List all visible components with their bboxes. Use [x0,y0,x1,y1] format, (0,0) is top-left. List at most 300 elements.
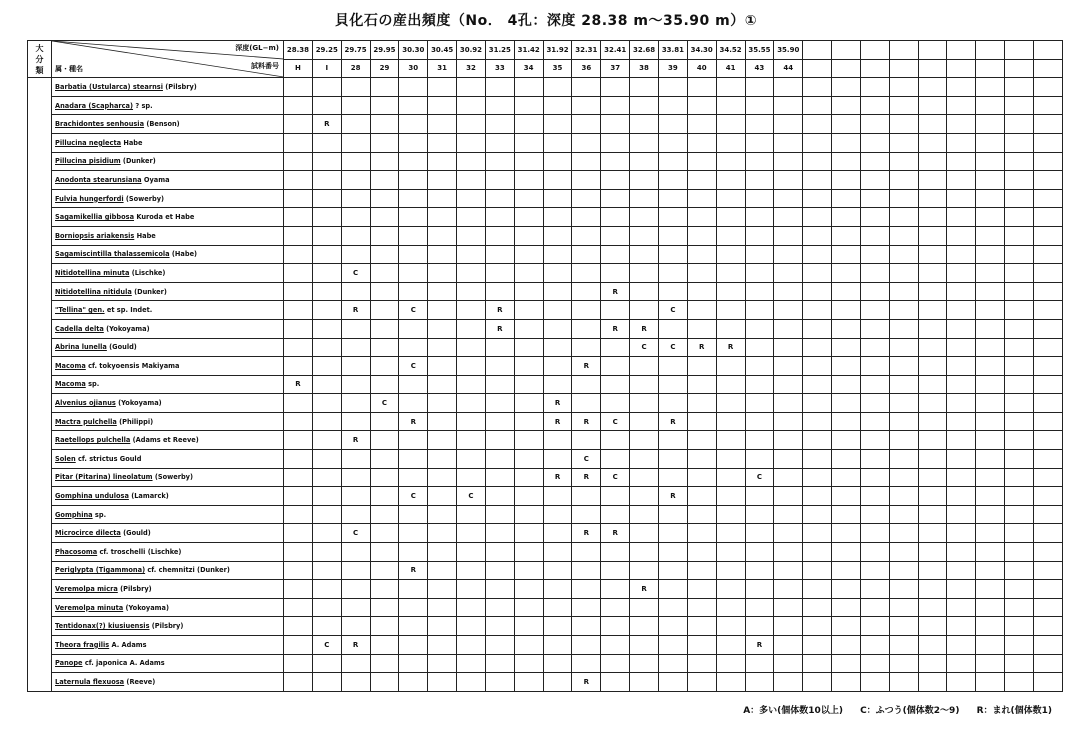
frequency-cell [572,96,601,115]
species-row [28,450,1063,469]
frequency-cell [889,505,918,524]
frequency-cell [1005,171,1034,190]
frequency-cell: R [658,487,687,506]
sample-number-cell: 30 [399,59,428,78]
species-name-cell [52,208,284,227]
frequency-cell [457,580,486,599]
frequency-cell [803,301,832,320]
frequency-cell [687,189,716,208]
frequency-cell: R [745,636,774,655]
frequency-cell [976,468,1005,487]
frequency-cell: R [601,524,630,543]
frequency-cell [341,226,370,245]
frequency-cell [341,357,370,376]
frequency-cell [889,115,918,134]
frequency-cell [284,487,313,506]
frequency-cell [399,152,428,171]
frequency-cell [428,375,457,394]
frequency-cell [601,78,630,97]
frequency-cell [976,208,1005,227]
frequency-cell: R [341,301,370,320]
frequency-cell [947,245,976,264]
species-row [28,152,1063,171]
frequency-cell [428,598,457,617]
species-name-cell [52,171,284,190]
frequency-cell [630,226,659,245]
species-name-cell [52,115,284,134]
frequency-cell [774,431,803,450]
frequency-cell [543,171,572,190]
frequency-cell [947,673,976,692]
species-name-cell [52,580,284,599]
frequency-cell [803,152,832,171]
frequency-cell [745,673,774,692]
frequency-cell [803,245,832,264]
frequency-cell [716,301,745,320]
frequency-cell [1033,78,1062,97]
frequency-cell [572,115,601,134]
depth-cell: 30.45 [428,41,457,60]
frequency-cell [514,598,543,617]
species-row [28,487,1063,506]
frequency-cell [601,96,630,115]
frequency-cell [976,133,1005,152]
frequency-cell [341,171,370,190]
frequency-cell [370,450,399,469]
frequency-cell [543,505,572,524]
frequency-cell [889,598,918,617]
species-author: A. Adams [109,640,147,649]
frequency-cell [370,264,399,283]
frequency-cell [514,301,543,320]
species-name-cell [52,412,284,431]
frequency-cell [889,487,918,506]
frequency-cell [889,338,918,357]
frequency-cell [687,357,716,376]
frequency-cell [918,598,947,617]
species-row [28,96,1063,115]
frequency-cell [428,208,457,227]
depth-cell: 32.68 [630,41,659,60]
frequency-cell [312,189,341,208]
frequency-cell [485,226,514,245]
frequency-cell [514,580,543,599]
frequency-cell [630,133,659,152]
frequency-cell [284,264,313,283]
sample-number-cell [803,59,832,78]
fossil-occurrence-table [27,40,1063,692]
frequency-cell [1005,431,1034,450]
species-genus: Borniopsis ariakensis [55,231,135,240]
frequency-cell [774,468,803,487]
frequency-cell [803,598,832,617]
frequency-cell [572,301,601,320]
species-author: Oyama [141,175,170,184]
frequency-cell [889,673,918,692]
frequency-cell [543,654,572,673]
frequency-cell [370,301,399,320]
frequency-cell [976,412,1005,431]
frequency-cell [370,282,399,301]
frequency-cell [918,636,947,655]
frequency-cell [803,171,832,190]
frequency-cell [918,189,947,208]
frequency-cell [1033,561,1062,580]
frequency-cell [514,338,543,357]
frequency-cell [284,636,313,655]
frequency-cell [716,245,745,264]
species-author: (Lamarck) [128,492,169,501]
frequency-cell [572,394,601,413]
frequency-cell [745,375,774,394]
species-genus: Veremolpa minuta [55,603,124,612]
frequency-cell [889,543,918,562]
frequency-cell [658,580,687,599]
frequency-cell [485,673,514,692]
frequency-cell [630,245,659,264]
frequency-cell [976,226,1005,245]
frequency-cell [658,468,687,487]
frequency-cell [918,133,947,152]
frequency-cell [543,189,572,208]
frequency-cell [889,226,918,245]
frequency-cell [716,598,745,617]
frequency-cell [485,598,514,617]
frequency-cell: R [572,524,601,543]
frequency-cell [457,617,486,636]
species-row [28,338,1063,357]
frequency-cell [312,561,341,580]
frequency-cell [485,412,514,431]
frequency-cell [543,636,572,655]
frequency-cell [803,412,832,431]
frequency-cell [774,189,803,208]
frequency-cell [312,394,341,413]
frequency-cell [976,115,1005,134]
frequency-cell [687,673,716,692]
frequency-cell [284,394,313,413]
frequency-cell [485,171,514,190]
frequency-cell [860,580,889,599]
frequency-cell [572,152,601,171]
frequency-cell [428,78,457,97]
species-genus: Pillucina neglecta [55,138,122,147]
frequency-cell [514,208,543,227]
frequency-cell [1005,208,1034,227]
frequency-cell [860,301,889,320]
sample-number-cell: 43 [745,59,774,78]
legend [729,703,1052,716]
frequency-cell [774,152,803,171]
frequency-cell [889,654,918,673]
sample-number-cell: 28 [341,59,370,78]
frequency-cell [687,561,716,580]
frequency-cell [976,189,1005,208]
frequency-cell [370,78,399,97]
frequency-cell [658,561,687,580]
species-row [28,319,1063,338]
frequency-cell [630,282,659,301]
frequency-cell: R [485,319,514,338]
frequency-cell [399,431,428,450]
frequency-cell [745,412,774,431]
frequency-cell [630,152,659,171]
frequency-cell: C [745,468,774,487]
frequency-cell [947,282,976,301]
sample-label: 試料番号 [251,62,279,70]
frequency-cell [1005,505,1034,524]
frequency-cell [947,133,976,152]
frequency-cell [399,338,428,357]
frequency-cell [947,394,976,413]
frequency-cell [1033,636,1062,655]
frequency-cell [745,96,774,115]
frequency-cell [832,208,861,227]
frequency-cell [918,505,947,524]
frequency-cell [1005,357,1034,376]
frequency-cell [312,617,341,636]
frequency-cell [457,412,486,431]
frequency-cell [428,412,457,431]
frequency-cell [918,96,947,115]
sample-number-cell [832,59,861,78]
frequency-cell [716,264,745,283]
genus-label: 属・種名 [55,65,83,74]
frequency-cell [514,412,543,431]
frequency-cell [889,431,918,450]
frequency-cell [860,673,889,692]
species-row [28,357,1063,376]
frequency-cell [745,189,774,208]
frequency-cell [918,226,947,245]
frequency-cell [370,524,399,543]
frequency-cell [428,264,457,283]
frequency-cell [630,375,659,394]
frequency-cell [370,96,399,115]
frequency-cell [918,264,947,283]
frequency-cell [457,431,486,450]
frequency-cell [976,450,1005,469]
species-genus: Theora fragilis [55,640,110,649]
frequency-cell [716,524,745,543]
frequency-cell [601,115,630,134]
frequency-cell [774,561,803,580]
frequency-cell [399,636,428,655]
species-name-cell [52,598,284,617]
frequency-cell [889,412,918,431]
frequency-cell: C [658,301,687,320]
frequency-cell [312,654,341,673]
frequency-cell [658,282,687,301]
species-name-cell [52,264,284,283]
frequency-cell [543,115,572,134]
frequency-cell [1033,412,1062,431]
frequency-cell [284,319,313,338]
frequency-cell [745,226,774,245]
frequency-cell [976,338,1005,357]
frequency-cell [947,412,976,431]
frequency-cell [1005,617,1034,636]
frequency-cell [630,636,659,655]
sample-number-cell: I [312,59,341,78]
frequency-cell [485,282,514,301]
frequency-cell [601,543,630,562]
frequency-cell [630,394,659,413]
frequency-cell [860,171,889,190]
frequency-cell [716,543,745,562]
frequency-cell [889,617,918,636]
frequency-cell [860,394,889,413]
frequency-cell [341,580,370,599]
frequency-cell [284,598,313,617]
species-author: (Philippi) [116,417,154,426]
frequency-cell [716,189,745,208]
frequency-cell [687,301,716,320]
frequency-cell [803,524,832,543]
frequency-cell [716,208,745,227]
depth-cell: 29.75 [341,41,370,60]
frequency-cell [514,375,543,394]
depth-cell: 31.25 [485,41,514,60]
frequency-cell [630,487,659,506]
sample-number-cell: 44 [774,59,803,78]
frequency-cell [341,133,370,152]
frequency-cell [630,115,659,134]
frequency-cell [284,412,313,431]
frequency-cell [889,524,918,543]
frequency-cell [1005,189,1034,208]
frequency-cell [399,598,428,617]
frequency-cell [687,115,716,134]
frequency-cell [860,115,889,134]
frequency-cell [341,468,370,487]
frequency-cell [514,394,543,413]
frequency-cell [341,96,370,115]
frequency-cell [832,412,861,431]
sample-number-cell: 41 [716,59,745,78]
frequency-cell [312,412,341,431]
frequency-cell [572,580,601,599]
frequency-cell [745,580,774,599]
frequency-cell: R [572,357,601,376]
frequency-cell [774,505,803,524]
frequency-cell [745,617,774,636]
species-genus: Tentidonax(?) kiusiuensis [55,622,150,631]
frequency-cell [312,580,341,599]
frequency-cell [947,301,976,320]
species-row [28,375,1063,394]
species-author: (Dunker) [120,157,156,166]
depth-cell: 30.30 [399,41,428,60]
frequency-cell [832,561,861,580]
frequency-cell [485,580,514,599]
frequency-cell [370,561,399,580]
frequency-cell [716,115,745,134]
frequency-cell [658,357,687,376]
frequency-cell: R [687,338,716,357]
species-genus: Mactra pulchella [55,417,117,426]
species-row [28,636,1063,655]
frequency-cell [572,654,601,673]
frequency-cell [370,245,399,264]
frequency-cell [312,133,341,152]
frequency-cell [1033,431,1062,450]
frequency-cell [428,543,457,562]
frequency-cell [774,245,803,264]
frequency-cell [284,245,313,264]
frequency-cell [370,357,399,376]
frequency-cell [687,226,716,245]
frequency-cell [976,375,1005,394]
frequency-cell [630,78,659,97]
frequency-cell [370,189,399,208]
frequency-cell [918,357,947,376]
frequency-cell [716,412,745,431]
frequency-cell [341,673,370,692]
frequency-cell [428,394,457,413]
species-author: cf. troschelli (Lischke) [97,547,182,556]
frequency-cell [716,133,745,152]
frequency-cell [1005,394,1034,413]
frequency-cell [918,673,947,692]
frequency-cell [947,375,976,394]
frequency-cell: R [312,115,341,134]
frequency-cell [658,189,687,208]
species-name-cell [52,319,284,338]
frequency-cell [399,96,428,115]
frequency-cell [457,673,486,692]
frequency-cell [860,189,889,208]
depth-label: 深度(GL−m) [235,44,279,52]
frequency-cell [370,487,399,506]
frequency-cell [947,580,976,599]
frequency-cell [774,450,803,469]
frequency-cell [1033,301,1062,320]
frequency-cell [630,171,659,190]
depth-cell [803,41,832,60]
frequency-cell [485,375,514,394]
frequency-cell [716,431,745,450]
frequency-cell [572,636,601,655]
frequency-cell [399,226,428,245]
frequency-cell: C [457,487,486,506]
frequency-cell [832,450,861,469]
frequency-cell [399,617,428,636]
frequency-cell [860,487,889,506]
frequency-cell [312,264,341,283]
frequency-cell [543,96,572,115]
frequency-cell [543,282,572,301]
sample-number-cell [860,59,889,78]
frequency-cell [284,96,313,115]
frequency-cell [572,487,601,506]
frequency-cell [803,580,832,599]
frequency-cell [341,338,370,357]
frequency-cell [543,78,572,97]
frequency-cell [428,115,457,134]
frequency-cell [947,171,976,190]
frequency-cell [803,78,832,97]
frequency-cell [1005,375,1034,394]
frequency-cell [803,543,832,562]
frequency-cell [1005,450,1034,469]
frequency-cell [832,226,861,245]
frequency-cell [485,450,514,469]
frequency-cell: R [601,282,630,301]
frequency-cell [976,654,1005,673]
frequency-cell [687,152,716,171]
species-name-cell [52,78,284,97]
